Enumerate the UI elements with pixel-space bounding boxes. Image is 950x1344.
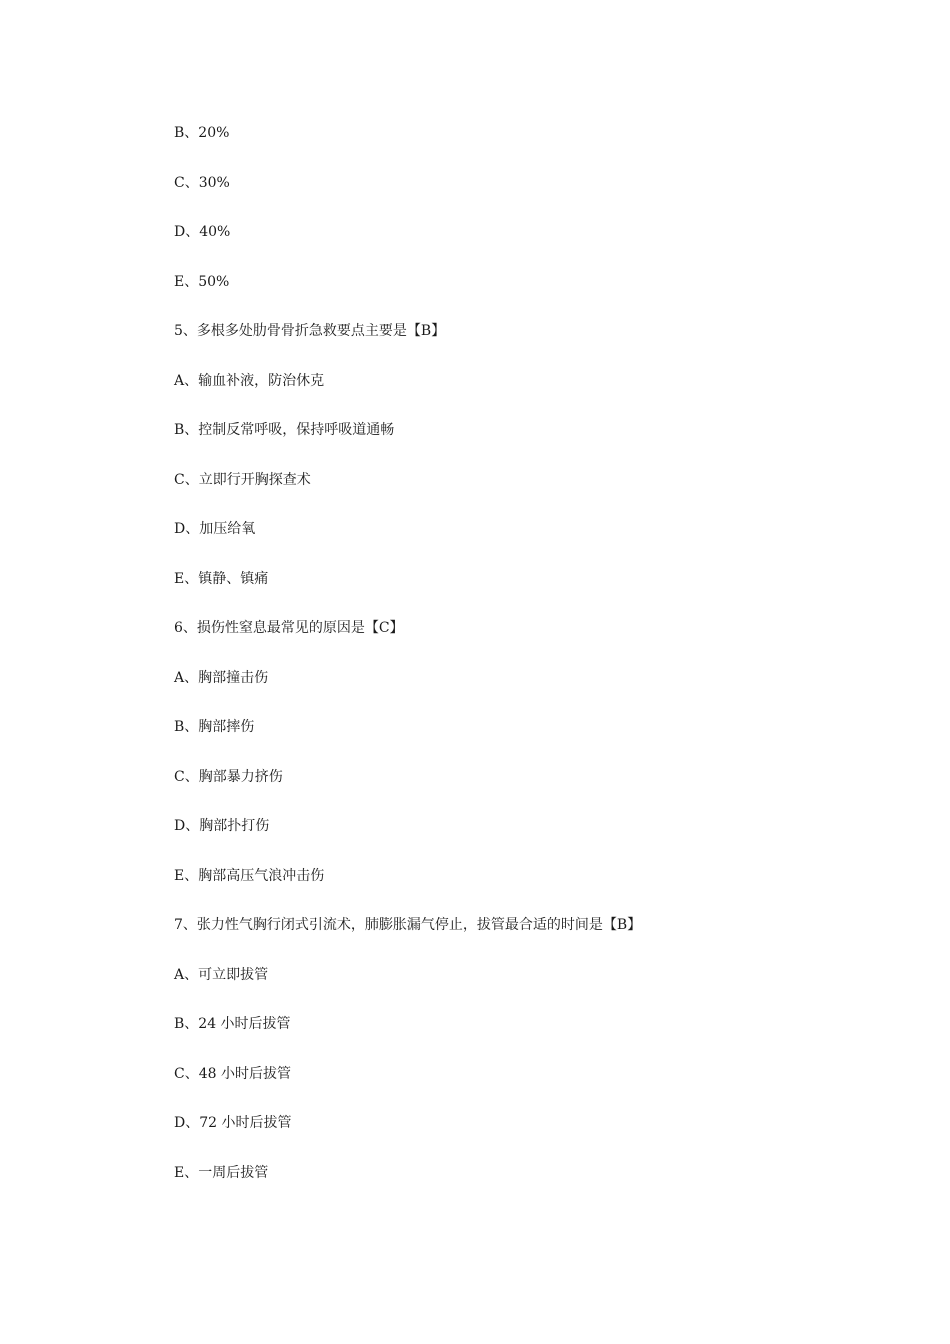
option-a-q6: A、胸部撞击伤 — [174, 669, 269, 686]
option-d-q6: D、胸部扑打伤 — [174, 818, 270, 834]
option-d-q4: D、40% — [174, 224, 231, 240]
option-b-q4: B、20% — [174, 125, 230, 141]
option-a-q5: A、输血补液，防治休克 — [174, 372, 325, 389]
option-e-q6: E、胸部高压气浪冲击伤 — [174, 867, 325, 884]
option-c-q5: C、立即行开胸探查术 — [174, 471, 311, 488]
question-list — [174, 124, 874, 1213]
question-5: 5、多根多处肋骨骨折急救要点主要是【B】 — [174, 323, 446, 339]
option-b-q6: B、胸部摔伤 — [174, 719, 255, 735]
option-e-q4: E、50% — [174, 273, 230, 290]
option-e-q5: E、镇静、镇痛 — [174, 570, 269, 587]
option-c-q6: C、胸部暴力挤伤 — [174, 768, 283, 785]
option-c-q4: C、30% — [174, 174, 230, 191]
option-c-q7: C、48 小时后拔管 — [174, 1065, 291, 1082]
question-7: 7、张力性气胸行闭式引流术，肺膨胀漏气停止，拔管最合适的时间是【B】 — [174, 917, 642, 933]
question-6: 6、损伤性窒息最常见的原因是【C】 — [174, 620, 404, 636]
option-d-q7: D、72 小时后拔管 — [174, 1115, 292, 1131]
option-b-q7: B、24 小时后拔管 — [174, 1016, 291, 1032]
option-e-q7: E、一周后拔管 — [174, 1164, 269, 1181]
option-b-q5: B、控制反常呼吸，保持呼吸道通畅 — [174, 422, 395, 438]
option-d-q5: D、加压给氧 — [174, 521, 256, 537]
option-a-q7: A、可立即拔管 — [174, 966, 269, 983]
